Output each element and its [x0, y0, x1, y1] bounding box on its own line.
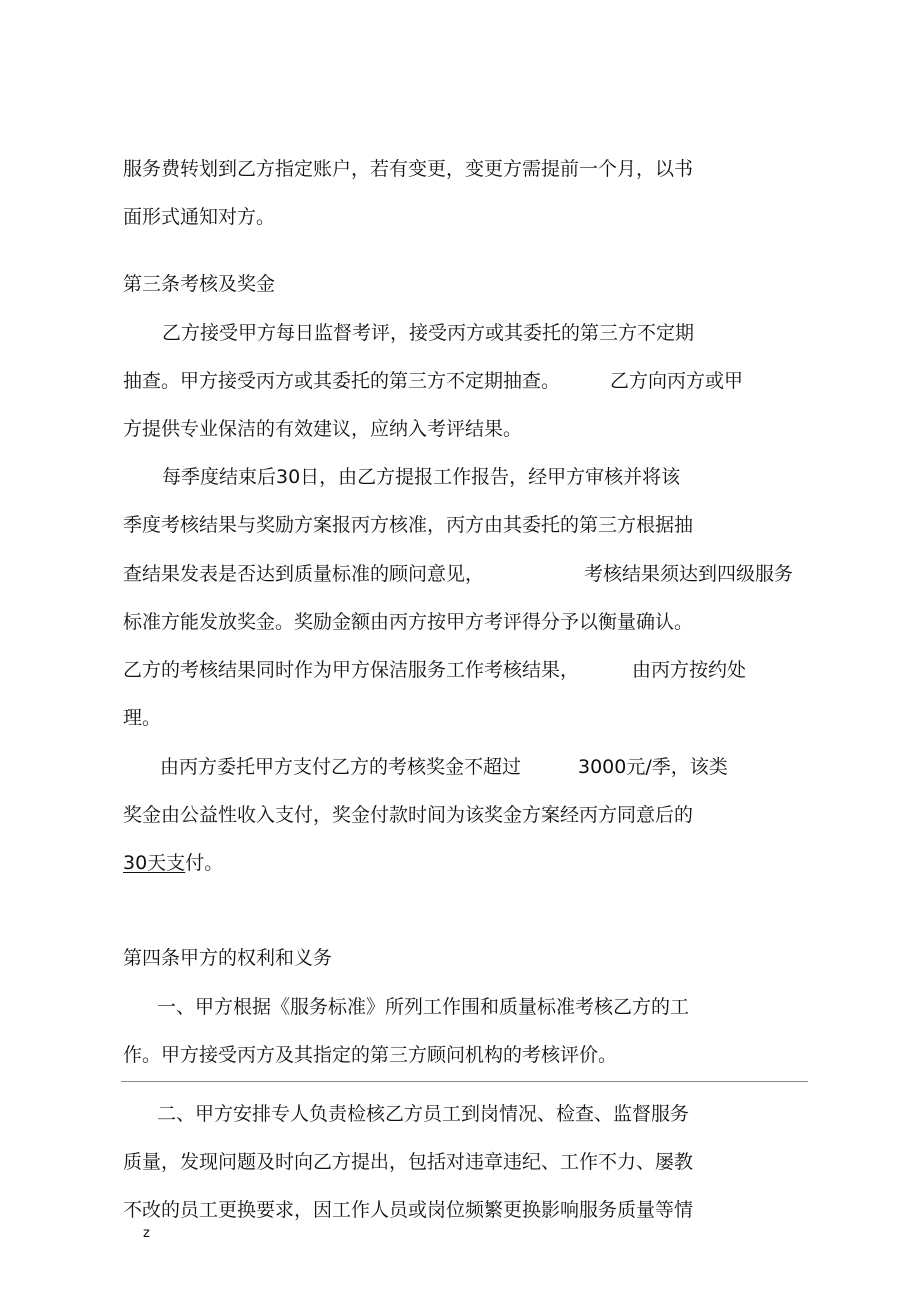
text-line-3: 乙方接受甲方每日监督考评，接受丙方或其委托的第三方不定期 — [162, 322, 695, 344]
text-line-7: 季度考核结果与奖励方案报丙方核准，丙方由其委托的第三方根据抽 — [123, 514, 694, 536]
text-line-13: 奖金由公益性收入支付，奖金付款时间为该奖金方案经丙方同意后的 — [123, 804, 694, 826]
text-line-4a: 抽查。甲方接受丙方或其委托的第三方不定期抽查。 — [123, 370, 561, 392]
text-line-2: 面形式通知对方。 — [123, 206, 276, 228]
section-heading-article-3: 第三条考核及奖金 — [123, 273, 276, 295]
text-line-19: 不改的员工更换要求，因工作人员或岗位频繁更换影响服务质量等情 — [123, 1199, 694, 1221]
horizontal-divider — [121, 1081, 808, 1082]
text-line-8a: 查结果发表是否达到质量标准的顾问意见， — [123, 563, 485, 585]
text-line-10b: 由丙方按约处 — [632, 659, 747, 681]
text-line-9: 标准方能发放奖金。奖励金额由丙方按甲方考评得分予以衡量确认。 — [123, 611, 694, 633]
text-line-18: 质量，发现问题及时向乙方提出，包括对违章违纪、工作不力、屡教 — [123, 1151, 694, 1173]
text-line-12a: 由丙方委托甲方支付乙方的考核奖金不超过 — [160, 756, 522, 778]
text-line-17: 二、甲方安排专人负责检核乙方员工到岗情况、检查、监督服务 — [157, 1103, 690, 1125]
text-line-10a: 乙方的考核结果同时作为甲方保洁服务工作考核结果， — [123, 659, 580, 681]
text-line-4b: 乙方向丙方或甲 — [610, 370, 744, 392]
text-line-14 — [123, 851, 223, 875]
text-line-12b: 3000元/季，该类 — [578, 756, 728, 778]
text-line-6: 每季度结束后30日，由乙方提报工作报告，经甲方审核并将该 — [162, 466, 681, 488]
text-line-16: 作。甲方接受丙方及其指定的第三方顾问机构的考核评价。 — [123, 1044, 618, 1066]
text-line-15: 一、甲方根据《服务标准》所列工作围和质量标准考核乙方的工 — [157, 996, 690, 1018]
text-line-1: 服务费转划到乙方指定账户，若有变更，变更方需提前一个月，以书 — [123, 158, 694, 180]
text-line-5: 方提供专业保洁的有效建议，应纳入考评结果。 — [123, 418, 523, 440]
text-line-11: 理。 — [123, 707, 162, 729]
section-heading-article-4: 第四条甲方的权利和义务 — [123, 947, 333, 969]
text-line-14-tail: 付。 — [185, 852, 224, 874]
underlined-payment-term: 30天支 — [123, 852, 186, 874]
footer-mark: z — [143, 1226, 150, 1241]
text-line-8b: 考核结果须达到四级服务 — [584, 563, 794, 585]
